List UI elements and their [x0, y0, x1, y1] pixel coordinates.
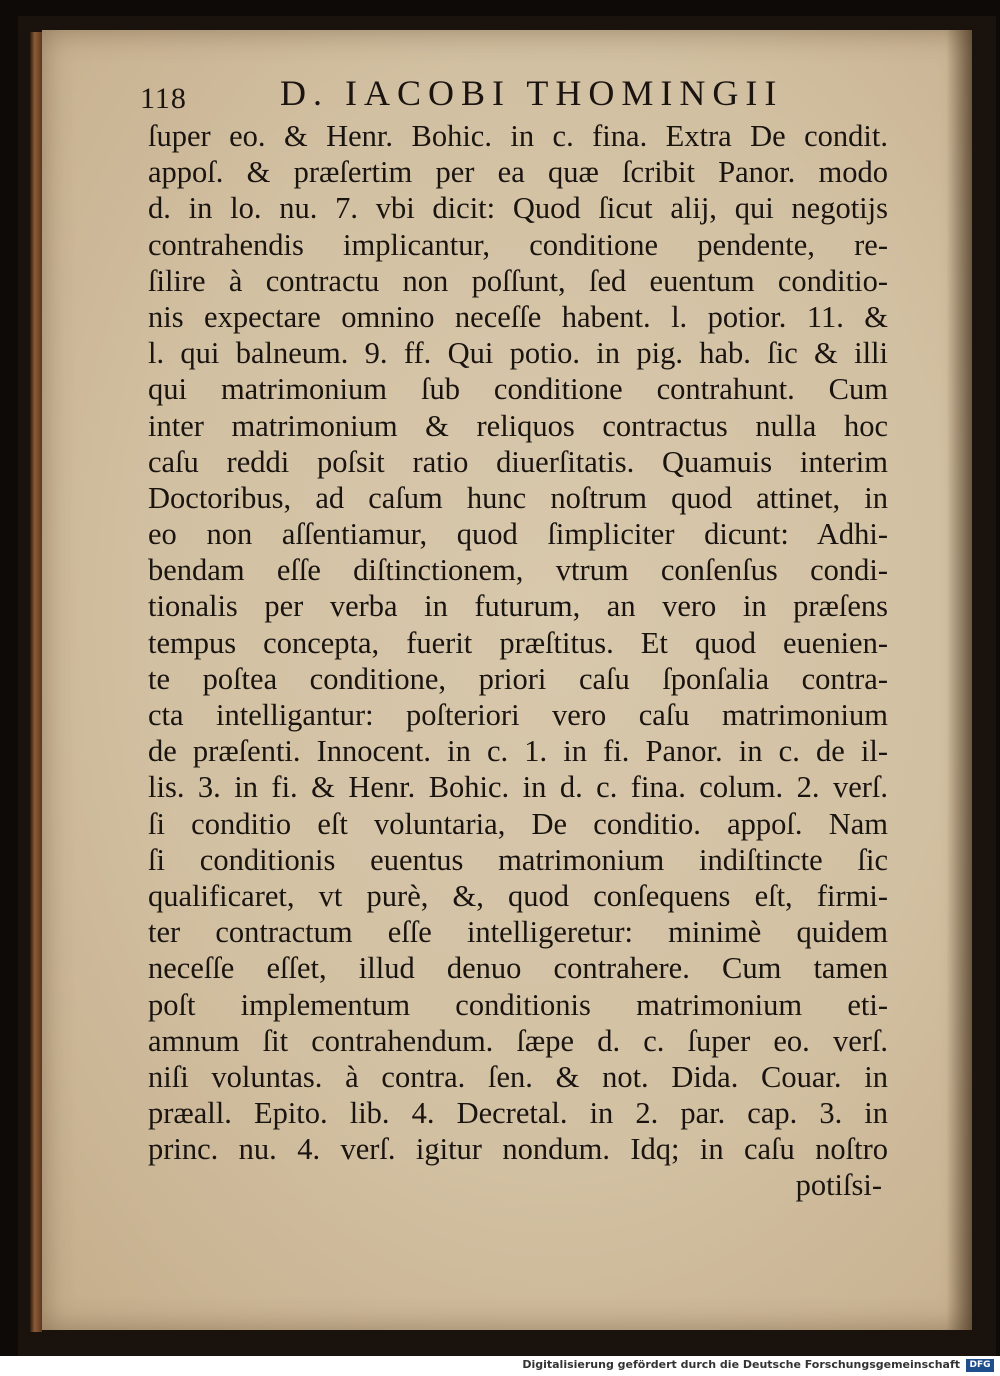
text-line: qui matrimonium ſub conditione contrahunt. Cum: [148, 372, 888, 407]
text-line: eo non aſſentiamur, quod ſimpliciter dicunt: Adhi-: [148, 517, 888, 552]
text-line: te poſtea conditione, priori caſu ſponſalia contra-: [148, 661, 888, 696]
text-line: caſu reddi poſsit ratio diuerſitatis. Quamuis interim: [148, 444, 888, 479]
dfg-logo: DFG: [966, 1359, 994, 1372]
text-line: princ. nu. 4. verſ. igitur nondum. Idq; in caſu noſtro: [148, 1132, 888, 1167]
text-line: tempus concepta, fuerit præſtitus. Et quod euenien-: [148, 625, 888, 660]
text-line: niſi voluntas. à contra. ſen. & not. Dida. Couar. in: [148, 1059, 888, 1094]
text-line: qualificaret, vt purè, &, quod conſequens eſt, firmi-: [148, 878, 888, 913]
page-number: 118: [140, 82, 187, 115]
text-line: d. in lo. nu. 7. vbi dicit: Quod ſicut alij, qui negotijs: [148, 191, 888, 226]
running-head: [140, 72, 840, 116]
text-line: lis. 3. in fi. & Henr. Bohic. in d. c. fina. colum. 2. verſ.: [148, 770, 888, 805]
text-line: nis expectare omnino neceſſe habent. l. potior. 11. &: [148, 299, 888, 334]
text-line: appoſ. & præſertim per ea quæ ſcribit Panor. modo: [148, 155, 888, 190]
text-line: neceſſe eſſet, illud denuo contrahere. Cum tamen: [148, 951, 888, 986]
text-line: præall. Epito. lib. 4. Decretal. in 2. par. cap. 3. in: [148, 1096, 888, 1131]
text-line: bendam eſſe diſtinctionem, vtrum conſenſus condi-: [148, 553, 888, 588]
text-line: de præſenti. Innocent. in c. 1. in fi. Panor. in c. de il-: [148, 734, 888, 769]
text-line: ſuper eo. & Henr. Bohic. in c. fina. Extra De condit.: [148, 119, 888, 153]
text-line: amnum ſit contrahendum. ſæpe d. c. ſuper eo. verſ.: [148, 1023, 888, 1058]
text-line: Doctoribus, ad caſum hunc noſtrum quod attinet, in: [148, 480, 888, 515]
page-edge: [30, 32, 42, 1332]
text-line: l. qui balneum. 9. ff. Qui potio. in pig. hab. ſic & illi: [148, 336, 888, 371]
footer-bar: [0, 1356, 1000, 1376]
text-line: tionalis per verba in futurum, an vero in præſens: [148, 589, 888, 624]
text-block: [148, 118, 888, 1204]
text-line: inter matrimonium & reliquos contractus nulla hoc: [148, 408, 888, 443]
dfg-credit-text: Digitalisierung gefördert durch die Deutsche Forschungsgemeinschaft: [522, 1358, 960, 1371]
text-line: cta intelligantur: poſteriori vero caſu matrimonium: [148, 698, 888, 732]
header-title: D. IACOBI THOMINGII: [280, 73, 784, 113]
text-line: poſt implementum conditionis matrimonium eti-: [148, 987, 888, 1022]
page-shadow: [946, 30, 972, 1330]
catchword: potiſsi-: [795, 1168, 882, 1203]
text-line: ſilire à contractu non poſſunt, ſed euentum conditio-: [148, 263, 888, 298]
text-line: contrahendis implicantur, conditione pendente, re-: [148, 227, 888, 262]
text-line: ter contractum eſſe intelligeretur: minimè quidem: [148, 915, 888, 950]
text-line: ſi conditionis euentus matrimonium indiſtincte ſic: [148, 842, 888, 877]
text-line: ſi conditio eſt voluntaria, De conditio. appoſ. Nam: [148, 806, 888, 841]
